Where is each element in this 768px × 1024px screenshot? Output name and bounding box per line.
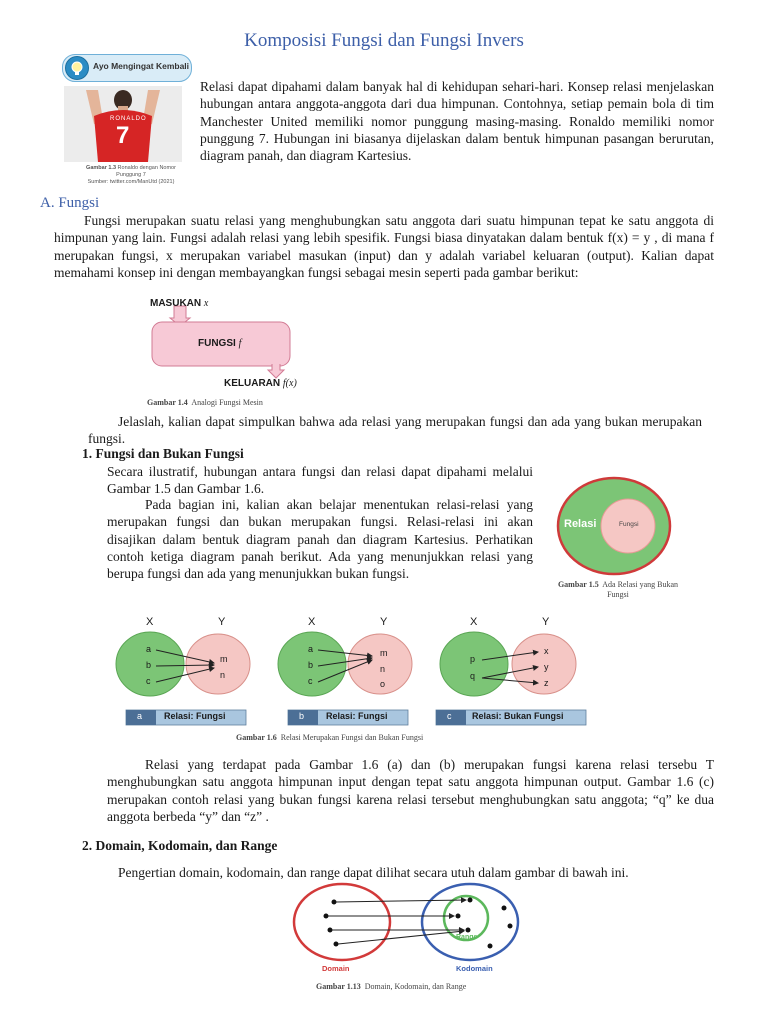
- domain-diagram: [290, 882, 526, 978]
- conclusion-paragraph: Jelaslah, kalian dapat simpulkan bahwa ada relasi yang merupakan fungsi dan ada yang bukan merupakan fungsi.: [88, 414, 702, 447]
- diagram-a-right-1: n: [220, 670, 226, 680]
- diagram-b-tag: b: [299, 711, 305, 721]
- subsection-1-heading: 1. Fungsi dan Bukan Fungsi: [82, 446, 244, 461]
- diagram-c-x: X: [470, 616, 478, 628]
- diagram-a-label: Relasi: Fungsi: [164, 711, 226, 721]
- relasi-label: Relasi: [564, 518, 597, 530]
- machine-input-text: MASUKAN: [150, 298, 202, 309]
- diagram-a-left-0: a: [146, 644, 152, 654]
- photo-caption-text: Ronaldo dengan Nomor Punggung 7: [116, 165, 176, 178]
- diagram-b-y: Y: [380, 616, 388, 628]
- machine-label-var: f: [238, 338, 242, 349]
- diagram-b-left-1: b: [308, 660, 314, 670]
- subsection-1-para-2: Pada bagian ini, kalian akan belajar menentukan relasi-relasi yang merupakan fungsi dan bukan merupakan fungsi. Relasi-relasi ini akan disajikan dalam bentuk diagram panah dan diagram Kartesius. Perhatikan contoh ketiga diagram panah berikut. Ada yang menunjukkan relasi yang berupa fungsi dan ada yang menunjukkan bukan fungsi.: [107, 497, 533, 582]
- intro-paragraph: Relasi dapat dipahami dalam banyak hal di kehidupan sehari-hari. Konsep relasi menjelaskan hubungan antara anggota-anggota dari dua himpunan. Contohnya, setiap pemain bola di tim Manchester United memiliki nomor punggung masing-masing. Ronaldo memiliki nomor punggung 7. Hubungan ini biasanya dijelaskan dalam bentuk himpunan pasangan berurutan, diagram panah, dan diagram Kartesius.: [200, 79, 714, 164]
- kodomain-label: Kodomain: [456, 964, 493, 973]
- photo-caption-source: Sumber: twitter.com/ManUtd (2021): [87, 179, 175, 185]
- photo-caption: [76, 165, 186, 186]
- subsection-1-para-1: Secara ilustratif, hubungan antara fungsi dan relasi dapat dipahami melalui Gambar 1.5 dan Gambar 1.6.: [107, 464, 533, 497]
- diagram-b-right-2: o: [380, 679, 386, 689]
- diagram-b-label: Relasi: Fungsi: [326, 711, 388, 721]
- range-label: Range: [456, 934, 478, 941]
- diagram-a-left-2: c: [146, 676, 151, 686]
- diagram-a-x: X: [146, 616, 154, 628]
- machine-caption: [147, 398, 263, 407]
- diagram-c-left-1: q: [470, 671, 476, 681]
- section-a-heading: A. Fungsi: [40, 195, 100, 211]
- arrow-caption-text: Relasi Merupakan Fungsi dan Bukan Fungsi: [280, 733, 424, 742]
- venn-caption: [548, 580, 688, 600]
- machine-caption-label: Gambar 1.4: [147, 398, 188, 407]
- machine-input-var: x: [203, 298, 209, 309]
- domain-caption-label: Gambar 1.13: [316, 982, 361, 991]
- fungsi-label: Fungsi: [619, 521, 639, 528]
- subsection-2-heading: 2. Domain, Kodomain, dan Range: [82, 838, 278, 853]
- diagram-c-right-1: y: [544, 662, 549, 672]
- machine-output-var: f(x): [282, 378, 297, 389]
- diagram-b-left-2: c: [308, 676, 313, 686]
- arrow-caption-label: Gambar 1.6: [236, 733, 277, 742]
- diagram-a-tag: a: [137, 711, 143, 721]
- diagram-b-x: X: [308, 616, 316, 628]
- explanation-paragraph: Relasi yang terdapat pada Gambar 1.6 (a) dan (b) merupakan fungsi karena relasi tersebu T menghubungkan satu anggota himpunan input dengan tepat satu anggota himpunan output. Gambar 1.6 (c) merupakan contoh relasi yang bukan fungsi karena relasi tersebut menghubungkan satu anggota; “q” ke dua anggota berbeda “y” dan “z” .: [107, 757, 714, 824]
- diagram-a-right-0: m: [220, 654, 228, 664]
- arrow-diagrams: [110, 612, 610, 730]
- domain-caption-text: Domain, Kodomain, dan Range: [364, 982, 467, 991]
- machine-output-label: [224, 378, 297, 389]
- domain-caption: [316, 982, 466, 991]
- relation-venn: [556, 476, 672, 576]
- reminder-badge: [62, 54, 192, 82]
- diagram-b-right-1: n: [380, 664, 386, 674]
- photo-caption-label: Gambar 1.3: [86, 165, 117, 171]
- ronaldo-photo: [64, 86, 182, 162]
- machine-input-label: [150, 298, 208, 309]
- diagram-c-right-2: z: [544, 678, 549, 688]
- diagram-b-left-0: a: [308, 644, 314, 654]
- diagram-a-left-1: b: [146, 660, 152, 670]
- diagram-c-left-0: p: [470, 654, 476, 664]
- arrow-diagrams-caption: [236, 733, 423, 742]
- diagram-c-y: Y: [542, 616, 550, 628]
- venn-caption-text: Ada Relasi yang Bukan Fungsi: [602, 580, 679, 599]
- machine-caption-text: Analogi Fungsi Mesin: [191, 398, 263, 407]
- machine-label: [198, 338, 241, 349]
- diagram-c-label: Relasi: Bukan Fungsi: [472, 711, 564, 721]
- domain-label: Domain: [322, 964, 350, 973]
- fungsi-paragraph: Fungsi merupakan suatu relasi yang menghubungkan satu anggota dari suatu himpunan tepat ke satu anggota di himpunan yang lain. Fungsi adalah relasi yang lebih spesifik. Fungsi biasa dinyatakan dalam bentuk f(x) = y , di mana f merupakan fungsi, x merupakan variabel masukan (input) dan y adalah variabel keluaran (output). Kalian dapat memahami konsep ini dengan membayangkan fungsi sebagai mesin seperti pada gambar berikut:: [54, 213, 714, 280]
- machine-output-text: KELUARAN: [224, 378, 281, 389]
- diagram-b-right-0: m: [380, 648, 388, 658]
- shirt-number: 7: [116, 122, 130, 149]
- machine-label-text: FUNGSI: [198, 338, 236, 349]
- diagram-c-tag: c: [447, 711, 452, 721]
- page-title: Komposisi Fungsi dan Fungsi Invers: [244, 30, 524, 51]
- diagram-a-y: Y: [218, 616, 226, 628]
- subsection-2-paragraph: Pengertian domain, kodomain, dan range dapat dilihat secara utuh dalam gambar di bawah ini.: [118, 865, 629, 880]
- shirt-name: RONALDO: [110, 116, 147, 122]
- badge-label: Ayo Mengingat Kembali: [93, 61, 190, 71]
- lightbulb-icon: [65, 56, 89, 80]
- venn-caption-label: Gambar 1.5: [557, 580, 599, 589]
- machine-figure: [140, 296, 310, 396]
- diagram-c-right-0: x: [544, 646, 549, 656]
